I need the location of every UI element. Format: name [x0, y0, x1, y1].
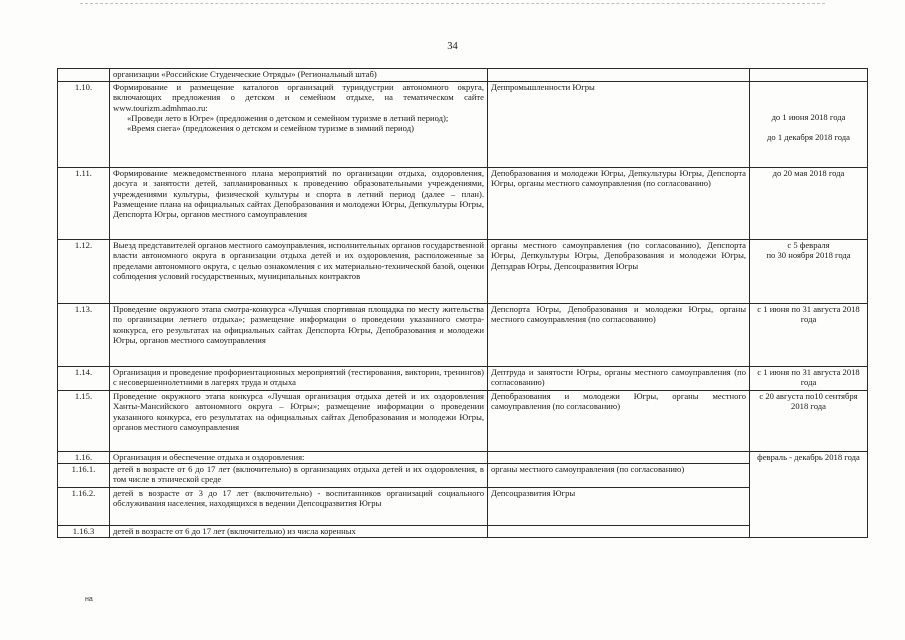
- row-deadline: [750, 69, 868, 82]
- row-description: Организация и проведение профориентационных мероприятий (тестирования, викторин, тренингов) с несовершеннолетними в лагерях труда и отдыха: [110, 367, 488, 391]
- row-responsible: Депспорта Югры, Депобразования и молодежи Югры, органы местного самоуправления (по согласованию): [488, 304, 750, 367]
- table-row: [58, 69, 868, 82]
- table-row: [58, 452, 868, 464]
- row-number: 1.10.: [58, 82, 110, 168]
- row-deadline: с 1 июня по 31 августа 2018 года: [750, 367, 868, 391]
- page-number: 34: [447, 41, 458, 52]
- row-number: 1.16.: [58, 452, 110, 464]
- row-deadline: февраль - декабрь 2018 года: [750, 452, 868, 538]
- row-description: Формирование межведомственного плана мероприятий по организации отдыха, оздоровления, досуга и занятости детей, запланированных к проведению образовательными учреждениями, учреждениями культуры, физической культуры и спорта в летний период (далее – план). Размещение плана на официальных сайтах Депобразования и молодежи Югры, Депкультуры Югры, Депспорта Югры, органов местного самоуправления: [110, 168, 488, 240]
- row-description: организации «Российские Студенческие Отряды» (Региональный штаб): [110, 69, 488, 82]
- row-description: Проведение окружного этапа конкурса «Лучшая организация отдыха детей и их оздоровления Ханты-Мансийского автономного округа – Югры»; размещение информации о проведении указанного конкурса, его результатах на официальных сайтах Депобразования и молодежи Югры, органов местного самоуправления: [110, 391, 488, 452]
- description-item: «Время снега» (предложения о детском и семейном туризме в зимний период): [127, 123, 414, 134]
- row-deadline: с 20 августа по10 сентября 2018 года: [750, 391, 868, 452]
- table-row: [58, 367, 868, 391]
- row-deadline: с 1 июня по 31 августа 2018 года: [750, 304, 868, 367]
- row-description: детей в возрасте от 6 до 17 лет (включительно) из числа коренных: [110, 526, 488, 538]
- row-description: Организация и обеспечение отдыха и оздоровления:: [110, 452, 488, 464]
- row-description: детей в возрасте от 6 до 17 лет (включительно) в организациях отдыха детей и их оздоровления, в том числе в этнической среде: [110, 464, 488, 488]
- table-row: [58, 304, 868, 367]
- table-row: [58, 488, 868, 526]
- deadline-line: до 1 июня 2018 года: [771, 112, 846, 122]
- description-main: Формирование и размещение каталогов организаций туриндустрии автономного округа, включающих предложения о детском и семейном отдыхе, на тематическом сайте www.tourizm.admhmao.ru:: [113, 82, 484, 113]
- table-row: [58, 82, 868, 168]
- row-responsible: [488, 452, 750, 464]
- row-responsible: [488, 69, 750, 82]
- deadline-line: по 30 ноября 2018 года: [766, 250, 851, 261]
- description-item: «Проведи лето в Югре» (предложения о детском и семейном туризме в летний период);: [127, 112, 449, 123]
- table-row: [58, 240, 868, 304]
- deadline-line: с 5 февраля: [787, 240, 830, 250]
- row-responsible: [488, 526, 750, 538]
- row-deadline: [750, 82, 868, 168]
- row-description: детей в возрасте от 3 до 17 лет (включительно) - воспитанников организаций социального обслуживания населения, находящихся в ведении Депсоцразвития Югры: [110, 488, 488, 526]
- table-row: [58, 526, 868, 538]
- row-number: 1.14.: [58, 367, 110, 391]
- table-row: [58, 168, 868, 240]
- table-row: [58, 464, 868, 488]
- table-row: [58, 391, 868, 452]
- row-responsible: Депобразования и молодежи Югры, Депкультуры Югры, Депспорта Югры, органы местного самоуправления (по согласованию): [488, 168, 750, 240]
- row-responsible: органы местного самоуправления (по согласованию), Депспорта Югры, Депкультуры Югры, Депобразования и молодежи Югры, Депздрав Югры, Депсоцразвития Югры: [488, 240, 750, 304]
- row-number: 1.13.: [58, 304, 110, 367]
- row-responsible: Деппромышленности Югры: [488, 82, 750, 168]
- row-number: 1.16.2.: [58, 488, 110, 526]
- row-number: 1.15.: [58, 391, 110, 452]
- row-number: 1.16.1.: [58, 464, 110, 488]
- action-plan-table: [57, 68, 868, 538]
- row-responsible: органы местного самоуправления (по согласованию): [488, 464, 750, 488]
- row-number: [58, 69, 110, 82]
- deadline-line: до 1 декабря 2018 года: [767, 132, 850, 143]
- row-description: Проведение окружного этапа смотра-конкурса «Лучшая спортивная площадка по месту жительства по организации летнего отдыха»; размещение информации о проведении указанного смотра-конкурса, его результатах на официальных сайтах Депспорта Югры, Депобразования и молодежи Югры, органов местного самоуправления: [110, 304, 488, 367]
- row-description: Выезд представителей органов местного самоуправления, исполнительных органов государственной власти автономного округа в организации отдыха детей и их оздоровления, расположенные за пределами автономного округа, с целью ознакомления с их материально-технической базой, оценки соблюдения условий государственных, муниципальных контрактов: [110, 240, 488, 304]
- row-responsible: Депсоцразвития Югры: [488, 488, 750, 526]
- row-responsible: Дептруда и занятости Югры, органы местного самоуправления (по согласованию): [488, 367, 750, 391]
- row-number: 1.12.: [58, 240, 110, 304]
- row-number: 1.16.3: [58, 526, 110, 538]
- row-number: 1.11.: [58, 168, 110, 240]
- row-responsible: Депобразования и молодежи Югры, органы местного самоуправления (по согласованию): [488, 391, 750, 452]
- row-description: [110, 82, 488, 168]
- footer-mark: на: [85, 596, 93, 603]
- row-deadline: до 20 мая 2018 года: [750, 168, 868, 240]
- row-deadline: [750, 240, 868, 304]
- top-edge-artifact: [80, 0, 825, 4]
